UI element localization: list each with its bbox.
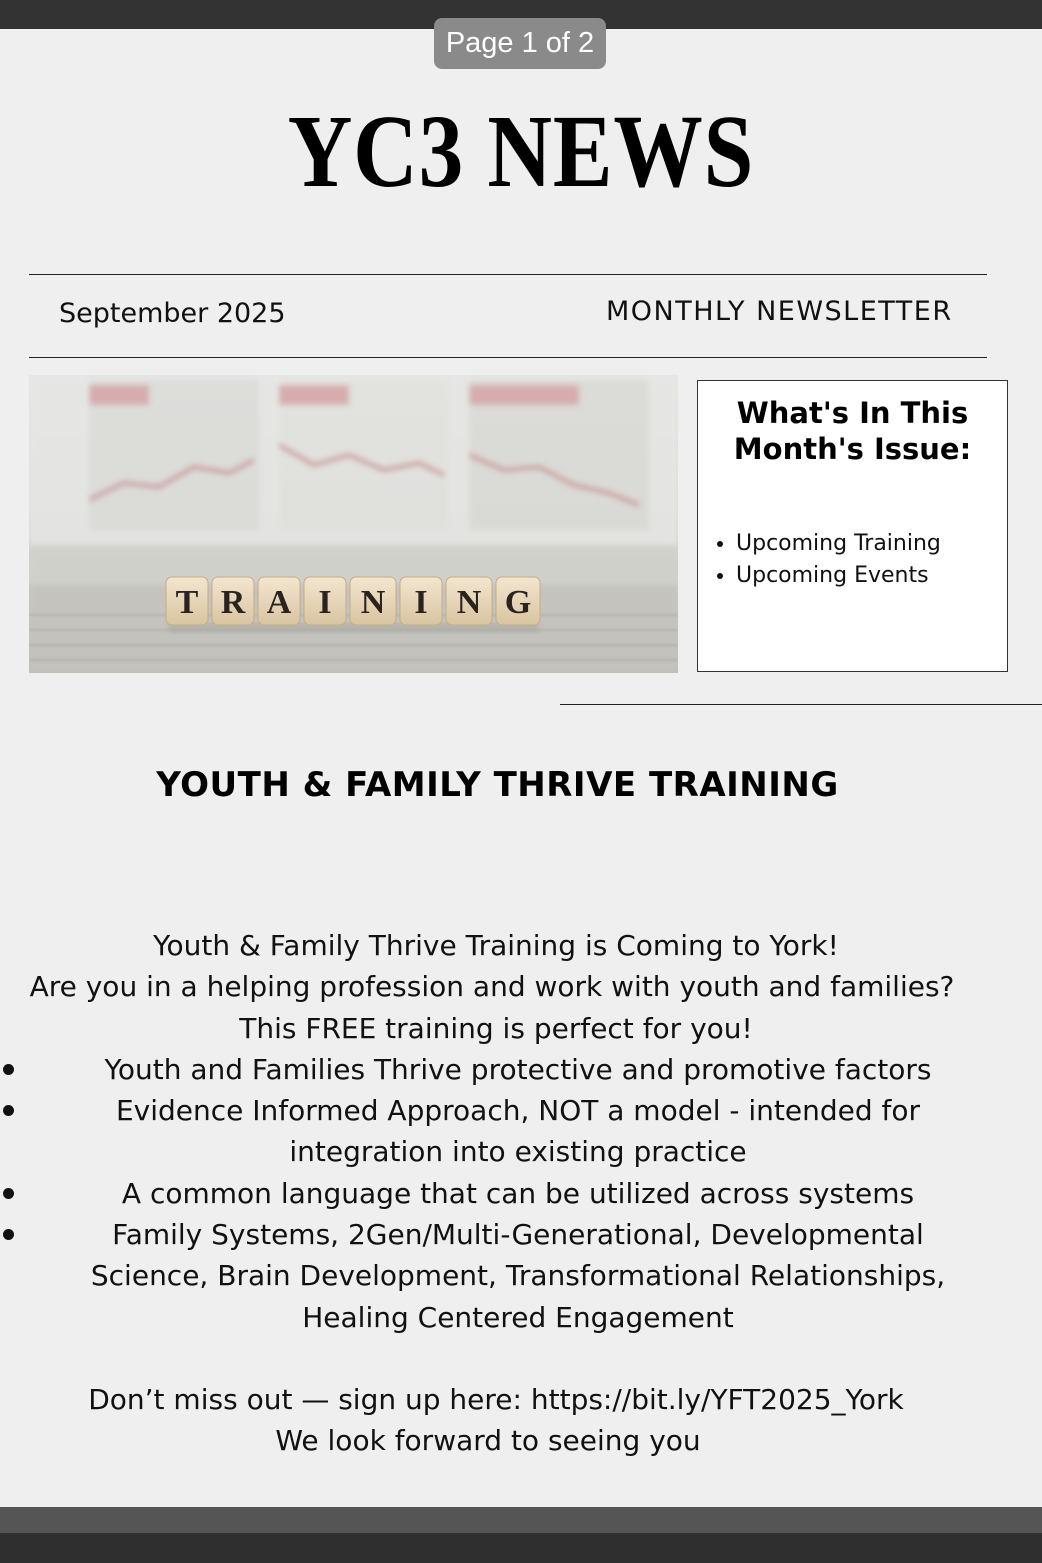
intro-line: Youth & Family Thrive Training is Coming to York! [153,929,839,962]
bullet-line: Science, Brain Development, Transformational Relationships, [90,1259,946,1293]
issue-contents-title-line: What's In This [736,396,969,430]
training-bullet [0,1049,1042,1090]
page-bottom-band [0,1507,1042,1533]
issue-contents-title-line: Month's Issue: [733,432,972,466]
bullet-line: A common language that can be utilized across systems [121,1176,915,1210]
training-photo [29,375,678,673]
intro-line: This FREE training is perfect for you! [239,1011,753,1045]
bullet-line: Family Systems, 2Gen/Multi-Generational, Developmental [112,1218,924,1252]
tile-letter: N [360,584,386,621]
issue-contents-item: • Upcoming Events [736,560,941,592]
tile-letter: T [175,584,199,621]
article-body [0,925,1042,1462]
tile-letter: N [456,584,482,621]
issue-contents-box [697,380,1008,672]
bullet-line: integration into existing practice [289,1135,747,1169]
training-bullet [0,1214,1042,1338]
bullet-line: Evidence Informed Approach, NOT a model - intended for [115,1094,921,1128]
bullet-dot [3,1064,14,1075]
letter-tiles [166,577,540,625]
tile-letter: I [318,584,332,621]
bullet-line: Healing Centered Engagement [302,1300,734,1334]
issue-contents-item: • Upcoming Training [736,528,941,560]
bullet-dot [3,1188,14,1199]
viewer-bottom-bar [0,1533,1042,1563]
header-rule-top [29,274,987,275]
training-bullet [0,1173,1042,1214]
issue-date: September 2025 [59,298,286,329]
tile-letter: R [220,584,246,621]
paragraph-gap [0,1338,1042,1379]
page-indicator: Page 1 of 2 [434,18,606,69]
section-divider [560,704,1042,705]
signup-line: Don’t miss out — sign up here: https://bit.ly/YFT2025_York [88,1382,904,1416]
tile-letter: I [414,584,428,621]
bullet-dot [3,1229,14,1240]
closing-line: We look forward to seeing you [275,1424,701,1458]
newsletter-kicker: MONTHLY NEWSLETTER [606,296,953,327]
issue-contents-list [698,528,941,592]
newsletter-title: YC3 NEWS [287,94,755,209]
tile-letter: A [266,584,292,621]
tile-letter: G [504,584,532,621]
article-title: YOUTH & FAMILY THRIVE TRAINING [156,765,839,805]
training-photo-art [29,375,678,673]
bullet-line: Youth and Families Thrive protective and promotive factors [104,1052,932,1086]
issue-contents-title [698,395,1007,467]
header-rule-bottom [29,357,987,358]
training-bullet [0,1090,1042,1173]
intro-line: Are you in a helping profession and work with youth and families? [29,970,955,1004]
